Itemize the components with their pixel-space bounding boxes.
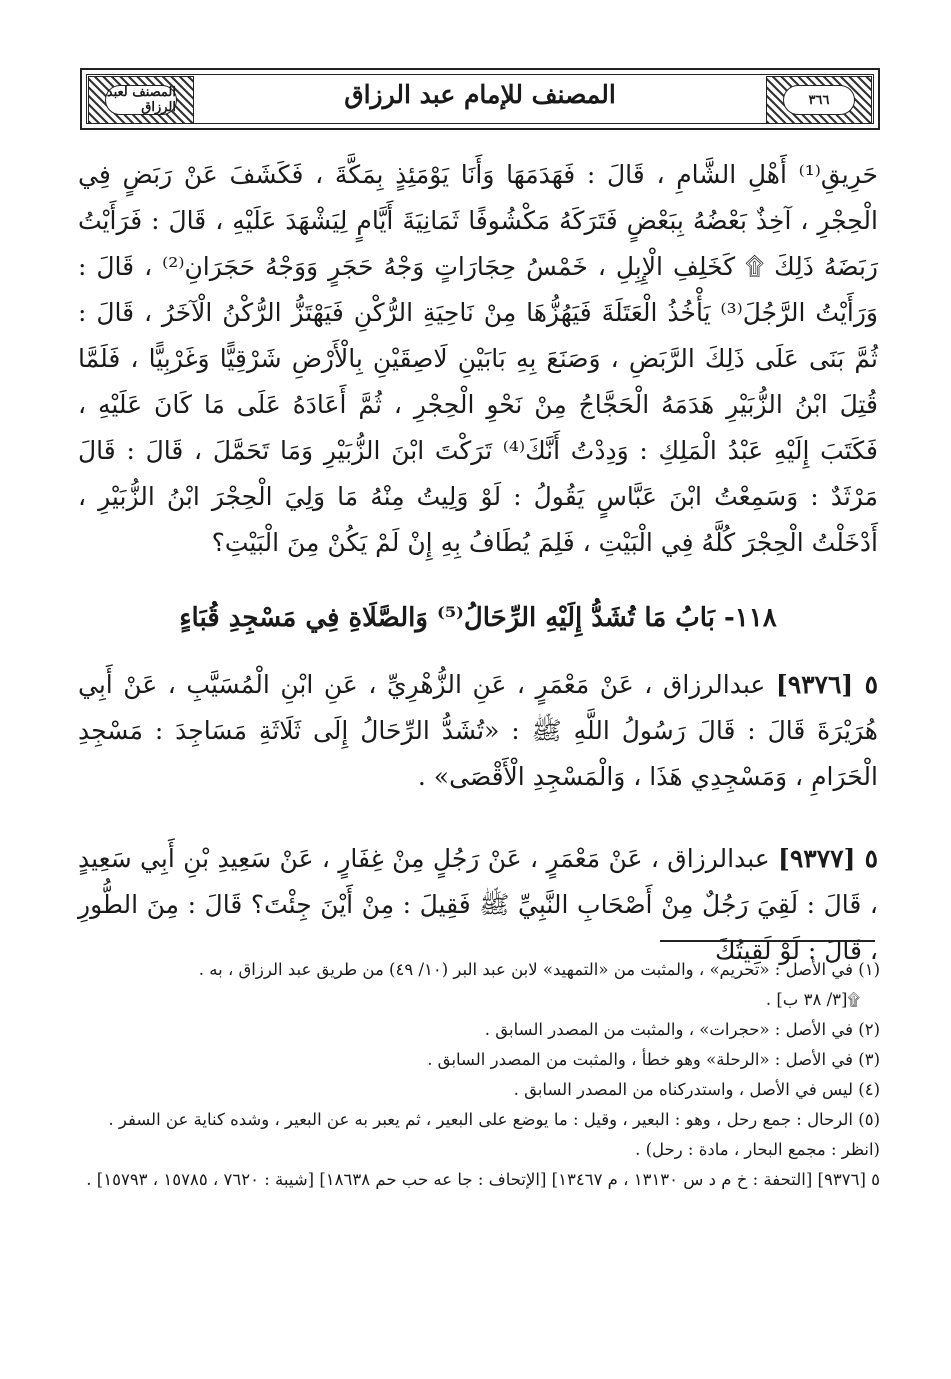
hadith-text: عبدالرزاق ، عَنْ مَعْمَرٍ ، عَنِ الزُّهْرِيِّ ، عَنِ ابْنِ الْمُسَيَّبِ ، عَنْ أَبِي هُرَيْرَةَ قَالَ : قَالَ رَسُولُ اللَّهِ ﷺ : «تُشَدُّ الرِّحَالُ إِلَى ثَلَاثَةِ مَسَاجِدَ : مَسْجِدِ الْحَرَامِ ، وَمَسْجِدِي هَذَا ، وَالْمَسْجِدِ الْأَقْصَى» . <box>78 670 878 791</box>
hadith-text: عبدالرزاق ، عَنْ مَعْمَرٍ ، عَنْ رَجُلٍ مِنْ غِفَارٍ ، عَنْ سَعِيدِ بْنِ أَبِي سَعِيدٍ ، قَالَ : لَقِيَ رَجُلٌ مِنْ أَصْحَابِ النَّبِيِّ ﷺ فَقِيلَ : مِنْ أَيْنَ جِئْتَ؟ قَالَ : مِنَ الطُّورِ ، قَالَ : لَوْ لَقِيتُكَ <box>78 844 878 965</box>
page-number: ٣٦٦ <box>783 85 855 115</box>
footnotes <box>80 955 880 1195</box>
paragraph-1: حَرِيقِ⁽¹⁾ أَهْلِ الشَّامِ ، قَالَ : فَهَدَمَهَا وَأَنَا يَوْمَئِذٍ بِمَكَّةَ ، فَكَشَفَ عَنْ رَبَضٍ فِي الْحِجْرِ ، آخِذٌ بَعْضُهُ بِبَعْضٍ فَتَرَكَهُ مَكْشُوفًا ثَمَانِيَةَ أَيَّامٍ لِيَشْهَدَ عَلَيْهِ ، قَالَ : فَرَأَيْتُ رَبَضَهُ ذَلِكَ ۩ كَخَلِفِ الْإِبِلِ ، خَمْسُ حِجَارَاتٍ وَجْهُ حَجَرٍ وَوَجْهُ حَجَرَانِ⁽²⁾ ، قَالَ : وَرَأَيْتُ الرَّجُلَ⁽³⁾ يَأْخُذُ الْعَتَلَةَ فَيَهُزُّهَا مِنْ نَاحِيَةِ الرُّكْنِ فَيَهْتَزُّ الرُّكْنُ الْآخَرُ ، قَالَ : ثُمَّ بَنَى عَلَى ذَلِكَ الرَّبَضِ ، وَصَنَعَ بِهِ بَابَيْنِ لَاصِقَيْنِ بِالْأَرْضِ شَرْقِيًّا وَغَرْبِيًّا ، فَلَمَّا قُتِلَ ابْنُ الزُّبَيْرِ هَدَمَهُ الْحَجَّاجُ مِنْ نَحْوِ الْحِجْرِ ، ثُمَّ أَعَادَهُ عَلَى مَا كَانَ عَلَيْهِ ، فَكَتَبَ إِلَيْهِ عَبْدُ الْمَلِكِ : وَدِدْتُ أَنَّكَ⁽⁴⁾ تَرَكْتَ ابْنَ الزُّبَيْرِ وَمَا تَحَمَّلَ ، قَالَ : قَالَ مَرْثَدٌ : وَسَمِعْتُ ابْنَ عَبَّاسٍ يَقُولُ : لَوْ وَلِيتُ مِنْهُ مَا وَلِيَ الْحِجْرَ ابْنُ الزُّبَيْرِ ، أَدْخَلْتُ الْحِجْرَ كُلَّهُ فِي الْبَيْتِ ، فَلِمَ يُطَافُ بِهِ إِنْ لَمْ يَكُنْ مِنَ الْبَيْتِ؟ <box>78 160 878 557</box>
ornament-right <box>766 76 872 124</box>
footnote-5: (٥) الرحال : جمع رحل ، وهو : البعير ، وقيل : ما يوضع على البعير ، ثم يعبر به عن البعير ، وشده كناية عن السفر . (انظر : مجمع البحار ، مادة : رحل) . <box>108 1110 880 1159</box>
hadith-9376 <box>78 662 878 800</box>
footnote-4: (٤) ليس في الأصل ، واستدركناه من المصدر السابق . <box>513 1080 880 1099</box>
hadith-number: ٥ [٩٣٧٦] <box>775 670 878 699</box>
page-title: المصنف للإمام عبد الرزاق <box>344 80 616 109</box>
footnote-1-ref: ۩[٣/ ٣٨ ب] . <box>765 990 860 1009</box>
page-header <box>80 68 880 130</box>
footnote-3: (٣) في الأصل : «الرحلة» وهو خطأ ، والمثبت من المصدر السابق . <box>427 1050 880 1069</box>
ornament-left-badge: المصنف لعبد الرزاق <box>106 85 176 115</box>
hadith-number: ٥ [٩٣٧٧] <box>778 844 878 873</box>
footnote-divider <box>660 940 875 942</box>
footnote-1: (١) في الأصل : «تحريم» ، والمثبت من «التمهيد» لابن عبد البر (١٠/ ٤٩) من طريق عبد الرزاق ، به . <box>198 960 880 979</box>
footnote-hadith-ref: ٥ [٩٣٧٦] [التحفة : خ م د س ١٣١٣٠ ، م ١٣٤٦٧] [الإتحاف : جا عه حب حم ١٨٦٣٨] [شيبة : ٧٦٢٠ ، ١٥٧٨٥ ، ١٥٧٩٣] . <box>86 1170 880 1189</box>
ornament-left <box>88 76 194 124</box>
hadith-9377 <box>78 836 878 974</box>
footnote-2: (٢) في الأصل : «حجرات» ، والمثبت من المصدر السابق . <box>484 1020 880 1039</box>
chapter-heading: ١١٨- بَابُ مَا تُشَدُّ إِلَيْهِ الرِّحَالُ⁽⁵⁾ وَالصَّلَاةِ فِي مَسْجِدِ قُبَاءٍ <box>179 603 777 633</box>
